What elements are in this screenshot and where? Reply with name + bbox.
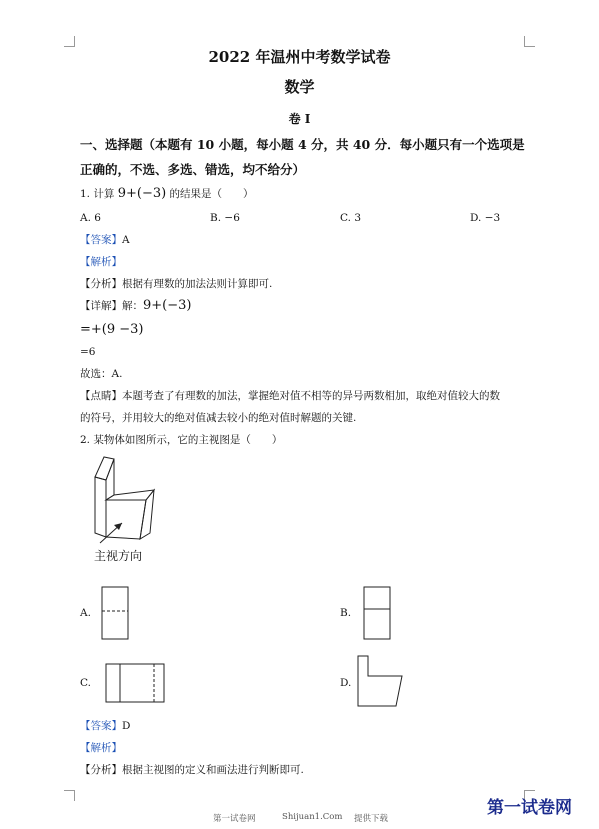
q1-xiangjie-prefix: 解：: [122, 300, 143, 312]
q1-step-1: =+(9 −3): [80, 322, 144, 337]
q1-fenxi-text: 根据有理数的加法法则计算即可.: [122, 278, 273, 290]
footer-site-url: Shijuan1.Com: [282, 812, 343, 822]
q1-choose: 故选：A.: [80, 368, 123, 380]
q1-dianjing: [80, 388, 500, 403]
q1-analysis-tag: 【解析】: [80, 256, 122, 268]
q2-answer: [80, 718, 130, 733]
q2-answer-value: D: [122, 720, 131, 732]
q2-fenxi-tag: 【分析】: [80, 764, 122, 776]
q2-answer-tag: 【答案】: [80, 720, 122, 732]
q2-fenxi: [80, 762, 304, 777]
corner-mark-bottom-left: [64, 790, 75, 801]
q2-option-d-figure: [356, 654, 406, 708]
footer-site-name: 第一试卷网: [213, 814, 256, 824]
q1-stem-prefix: 1. 计算: [80, 188, 115, 200]
q1-xiangjie-math: 9+(−3): [143, 298, 192, 313]
q1-answer: [80, 232, 130, 247]
q1-stem-suffix: 的结果是（ ）: [169, 188, 254, 200]
subject-title: 数学: [284, 78, 315, 96]
page-title: 2022 年温州中考数学试卷: [208, 48, 391, 66]
q1-step-2: =6: [80, 346, 96, 358]
q1-answer-value: A: [122, 234, 130, 246]
q1-stem-math: 9+(−3): [117, 186, 167, 201]
q1-dianjing-tag: 【点睛】: [80, 390, 122, 402]
q1-option-b: B. −6: [210, 212, 240, 224]
section-heading-line1: 一、选择题（本题有 10 小题，每小题 4 分，共 40 分．每小题只有一个选项是: [80, 137, 525, 152]
q2-solid-figure: [90, 455, 170, 545]
q1-option-a: A. 6: [80, 212, 101, 224]
footer-download-note: 提供下载: [354, 814, 389, 824]
q2-fenxi-text: 根据主视图的定义和画法进行判断即可.: [122, 764, 304, 776]
q2-option-d-label: D.: [340, 677, 352, 689]
q1-option-c: C. 3: [340, 212, 362, 224]
volume-title: 卷 I: [288, 112, 311, 126]
q2-option-c-label: C.: [80, 677, 91, 689]
q2-option-b-label: B.: [340, 607, 352, 619]
q2-option-a-figure: [100, 585, 130, 641]
q1-dianjing-line2: 的符号，并用较大的绝对值减去较小的绝对值时解题的关键.: [80, 412, 357, 424]
q1-stem: [80, 186, 254, 201]
q2-option-b-figure: [362, 585, 392, 641]
q1-fenxi-tag: 【分析】: [80, 278, 122, 290]
section-heading-line2: 正确的，不选、多选、错选，均不给分）: [80, 162, 306, 177]
q1-fenxi: [80, 276, 272, 291]
q2-stem: 2. 某物体如图所示，它的主视图是（ ）: [80, 434, 283, 446]
q1-dianjing-text1: 本题考查了有理数的加法，掌握绝对值不相等的异号两数相加，取绝对值较大的数: [122, 390, 500, 402]
q2-option-a-label: A.: [80, 607, 91, 619]
q1-option-d: D. −3: [470, 212, 501, 224]
q1-xiangjie-tag: 【详解】: [80, 300, 122, 312]
q1-answer-tag: 【答案】: [80, 234, 122, 246]
site-logo: 第一试卷网: [487, 798, 572, 818]
q2-analysis-tag: 【解析】: [80, 742, 122, 754]
q2-figure-caption: 主视方向: [94, 549, 143, 563]
q2-option-c-figure: [104, 662, 166, 704]
q1-xiangjie: [80, 298, 191, 313]
